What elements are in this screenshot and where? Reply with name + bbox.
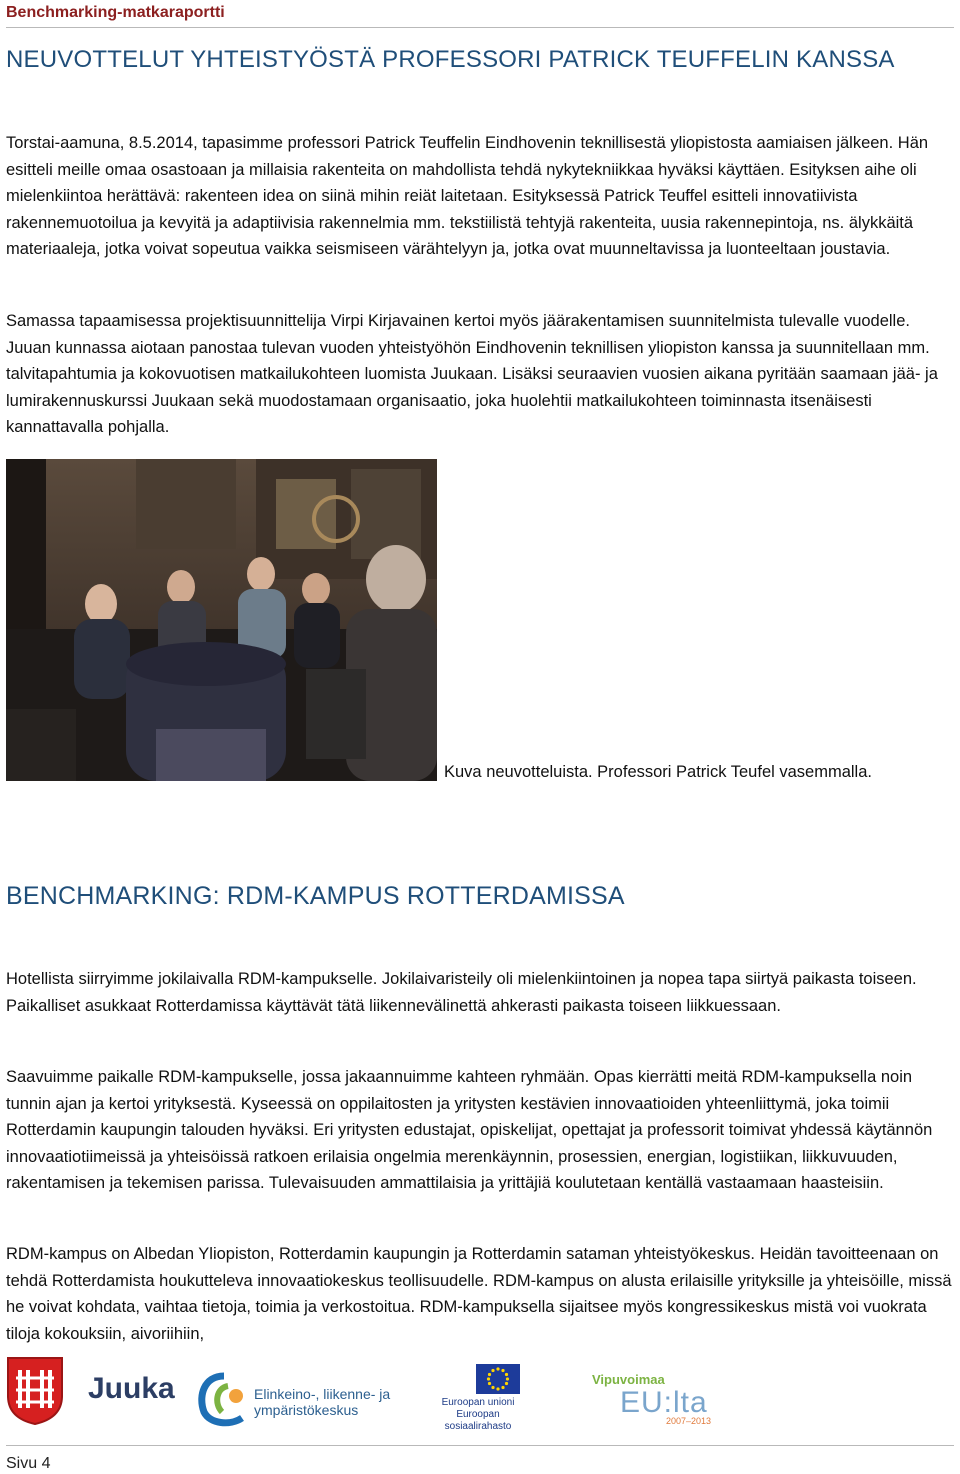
page-footer: [6, 1445, 954, 1474]
paragraph-campus-tour: Saavuimme paikalle RDM-kampukselle, jossa jakaannuimme kahteen ryhmään. Opas kierrätti meitä RDM-kampuksella noin tunnin ajan ja kertoi yrityksestä. Kyseessä on oppilaitosten ja yritysten kestävien innovaatioiden yhteenliittymä, joka toimii Rotterdamin kaupungin talouden hyväksi. Eri yritysten edustajat, opiskelijat, opettajat ja professorit toimivat yhdessä käytännön innovaatiotiimeissä ja yhteisöissä ratkoen erilaisia ongelmia merenkäynnin, prosessien, energian, logistiikan, liikkuvuuden, rakentamisen ja tekemisen parissa. Tulevaisuuden ammattilaisia ja yrittäjiä koulutetaan kentällä vastaamaan haasteisiin.: [6, 1068, 933, 1192]
paragraph-rdm-description: RDM-kampus on Albedan Yliopiston, Rotterdamin kaupungin ja Rotterdamin sataman yhteistyökeskus. Heidän tavoitteenaan on tehdä Rotterdamista houkutteleva innovaatiokeskus teollisuudelle. RDM-kampus on alusta erilaisille yrityksille ja yhteisöille, missä he voivat kohdata, vaihtaa tietoja, toimia ja verkostoitua. RDM-kampuksella sijaitsee myös kongressikeskus mistä voi vuokrata tiloja kokouksiin, aivoriihiin,: [6, 1245, 952, 1343]
paragraph-river-boat: Hotellista siirryimme jokilaivalla RDM-kampukselle. Jokilaivaristeily oli mielenkiintoinen ja nopea tapa siirtyä paikasta toiseen. Paikalliset asukkaat Rotterdamissa käyttävät tätä liikennevälinettä ahkerasti paikasta toiseen liikkuessaan.: [6, 970, 917, 1015]
photo-caption: Kuva neuvotteluista. Professori Patrick Teufel vasemmalla.: [444, 763, 872, 781]
juuka-coat-of-arms-icon: [6, 1356, 64, 1426]
section-heading-rdm-campus: BENCHMARKING: RDM-KAMPUS ROTTERDAMISSA: [6, 882, 625, 910]
paragraph-meeting: Torstai-aamuna, 8.5.2014, tapasimme professori Patrick Teuffelin Eindhovenin teknillisestä yliopistosta aamiaisen jälkeen. Hän esitteli meille omaa osastoaan ja millaisia rakenteita on mahdollista tehdä nykytekniikkaa hyväksi käyttäen. Esityksen aihe oli mielenkiintoa herättävä: rakenteen idea on siinä mihin reiät laitetaan. Esityksessä Patrick Teuffel esitteli innovatiivista rakennemuotoilua ja kevyitä ja adaptiivisia rakennelmia mm. tekstiilistä tehtyjä rakenteita, uusia rakennepintoja, ns. älykkäitä materiaaleja, jotka voivat sopeutua vaikka seismiseen värähtelyyn ja, jotka ovat muunneltavissa ja luonteeltaan joustavia.: [6, 134, 929, 258]
partner-logos: [6, 1356, 954, 1432]
eu-lta-logo: EU:lta: [620, 1386, 708, 1419]
page-number: Sivu 4: [6, 1455, 51, 1472]
page-header: [6, 0, 954, 28]
programme-years: 2007–2013: [666, 1416, 712, 1426]
ely-centre-icon: [194, 1372, 254, 1428]
meeting-photo: [6, 459, 437, 781]
ely-logo-text: Elinkeino-, liikenne- ja ympäristökeskus: [254, 1386, 391, 1418]
eu-logo-text: Euroopan unioni Euroopan sosiaalirahasto: [441, 1397, 515, 1432]
report-title: Benchmarking-matkaraportti: [6, 4, 225, 21]
vipuvoimaa-label: Vipuvoimaa: [592, 1372, 665, 1387]
section-heading-negotiations: NEUVOTTELUT YHTEISTYÖSTÄ PROFESSORI PATRICK TEUFFELIN KANSSA: [6, 46, 895, 73]
paragraph-ice-construction: Samassa tapaamisessa projektisuunnittelija Virpi Kirjavainen kertoi myös jäärakentamisen suunnitelmista tulevalle vuodelle. Juuan kunnassa aiotaan panostaa tulevan vuoden yhteistyöhön Eindhovenin teknillisen yliopiston kanssa ja suunnitellaan mm. talvitapahtumia ja kokovuotisen matkailukohteen luomista Juukaan. Lisäksi seuraavien vuosien aikana pyritään saamaan jää- ja lumirakennuskurssi Juukaan sekä muodostamaan organisaatio, joka huolehtii matkailukohteen toiminnasta itsenäisesti kannattavalla pohjalla.: [6, 312, 938, 436]
juuka-logo-text: Juuka: [88, 1372, 175, 1405]
eu-flag-icon: [476, 1364, 520, 1394]
